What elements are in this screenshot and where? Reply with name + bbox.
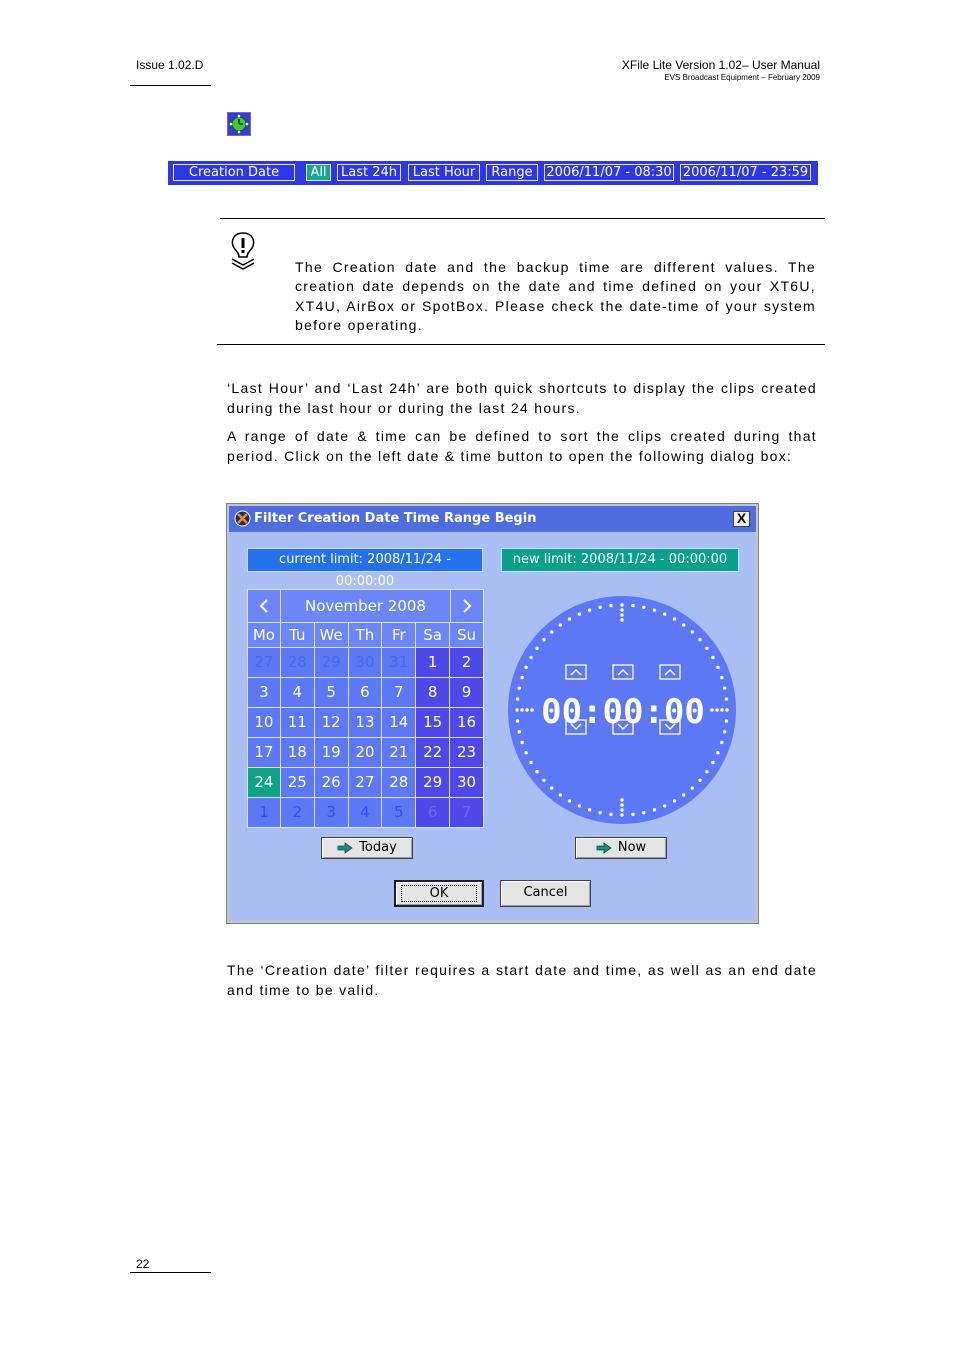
now-label: Now [617,840,647,855]
filter-last-hour-button[interactable]: Last Hour [408,164,480,181]
calendar-day[interactable]: 9 [450,678,484,708]
calendar-day[interactable]: 1 [247,798,281,828]
shortcut-paragraph: ‘Last Hour’ and ‘Last 24h’ are both quick shortcuts to display the clips created during the last hour or during the last 24 hours. [227,380,817,416]
minute-tick [682,623,685,626]
minute-tick [716,751,719,754]
calendar-day[interactable]: 28 [281,648,315,678]
calendar-day[interactable]: 13 [349,708,383,738]
range-start-button[interactable]: 2006/11/07 - 08:30 [544,164,674,181]
minute-tick [518,730,521,733]
calendar [247,589,484,830]
calendar-week-row [247,648,484,678]
quarter-tick [620,613,623,616]
calendar-grid [247,623,484,828]
minute-tick [653,608,656,611]
minute-tick [520,741,523,744]
minute-tick [568,799,571,802]
minute-tick [550,630,553,633]
minute-tick [725,708,728,711]
calendar-day[interactable]: 16 [450,708,484,738]
minute-tick [620,603,623,606]
calendar-header [247,589,484,623]
calendar-day[interactable]: 20 [349,738,383,768]
calendar-day[interactable]: 30 [450,768,484,798]
now-button[interactable] [575,837,667,859]
ok-button[interactable] [394,880,484,907]
minute-tick [515,708,518,711]
range-end-button[interactable]: 2006/11/07 - 23:59 [680,164,811,181]
minute-tick [588,608,591,611]
calendar-day[interactable]: 6 [416,798,450,828]
minute-tick [705,770,708,773]
note-icon [226,231,260,271]
minute-tick [673,617,676,620]
minute-tick [609,604,612,607]
minute-tick [723,730,726,733]
calendar-day[interactable]: 28 [382,768,416,798]
calendar-day[interactable]: 17 [247,738,281,768]
weekday-label: We [315,623,349,648]
calendar-day[interactable]: 25 [281,768,315,798]
weekday-label: Fr [382,623,416,648]
clock-filter-icon[interactable] [227,112,251,136]
calendar-week-row [247,708,484,738]
calendar-month-label: November 2008 [305,597,426,615]
calendar-day[interactable]: 8 [416,678,450,708]
quarter-tick [620,803,623,806]
minute-tick [698,779,701,782]
calendar-day[interactable]: 7 [450,798,484,828]
weekday-header-row [247,623,484,648]
minute-tick [725,719,728,722]
quarter-tick [720,708,723,711]
minute-tick [529,761,532,764]
filter-all-button[interactable]: All [306,164,331,181]
minute-tick [663,612,666,615]
minute-tick [631,813,634,816]
minute-tick [524,751,527,754]
calendar-day[interactable]: 22 [416,738,450,768]
issue-number: Issue 1.02.D [136,58,204,72]
calendar-day[interactable]: 3 [247,678,281,708]
creation-date-filter-bar [168,161,818,185]
calendar-day[interactable]: 29 [416,768,450,798]
minute-tick [550,786,553,789]
minute-tick [568,617,571,620]
clock-face [507,595,737,825]
quarter-tick [620,608,623,611]
today-label: Today [359,840,397,855]
calendar-day[interactable]: 24 [247,768,281,798]
minute-tick [663,804,666,807]
minute-tick [620,813,623,816]
minute-tick [673,799,676,802]
page-number: 22 [136,1257,150,1271]
calendar-day[interactable]: 21 [382,738,416,768]
right-arrow-icon [596,842,612,854]
filter-range-button[interactable]: Range [486,164,538,181]
minute-tick [642,606,645,609]
minute-tick [535,647,538,650]
calendar-day[interactable]: 12 [315,708,349,738]
footer-rule [130,1272,211,1273]
calendar-day[interactable]: 31 [382,648,416,678]
cancel-button[interactable]: Cancel [500,880,591,907]
close-button[interactable]: X [733,511,750,527]
weekday-label: Tu [281,623,315,648]
minute-tick [516,719,519,722]
minute-tick [535,770,538,773]
quarter-tick [525,708,528,711]
calendar-day[interactable]: 4 [281,678,315,708]
minute-tick [711,761,714,764]
quarter-tick [530,708,533,711]
note-bottom-rule [217,344,825,345]
minute-tick [524,666,527,669]
dialog-title-bar[interactable] [229,506,756,532]
calendar-week-row [247,678,484,708]
minute-tick [720,676,723,679]
minute-tick [578,804,581,807]
calendar-day[interactable]: 2 [450,648,484,678]
minute-tick [598,811,601,814]
quarter-tick [715,708,718,711]
calendar-day[interactable]: 23 [450,738,484,768]
filter-date-range-dialog [227,504,758,923]
note-text: The Creation date and the backup time are different values. The creation date depends on the date and time defined on your XT6U, XT4U, AirBox or SpotBox. Please check the date-time of your system before operating. [295,259,816,333]
current-limit-display: current limit: 2008/11/24 - 00:00:00 [247,548,483,572]
previous-month-button[interactable] [248,590,281,622]
right-arrow-icon [337,842,353,854]
calendar-day[interactable]: 5 [315,678,349,708]
note-top-rule [220,218,825,219]
minute-tick [723,686,726,689]
quarter-tick [620,618,623,621]
minute-tick [559,623,562,626]
calendar-week-row [247,798,484,828]
calendar-day[interactable]: 6 [349,678,383,708]
weekday-label: Sa [416,623,450,648]
quarter-tick [520,708,523,711]
calendar-day[interactable]: 4 [349,798,383,828]
minute-tick [705,647,708,650]
time-picker [507,595,737,825]
calendar-day[interactable]: 15 [416,708,450,738]
calendar-day[interactable]: 5 [382,798,416,828]
today-button[interactable] [321,837,413,859]
minute-tick [609,813,612,816]
calendar-day[interactable]: 26 [315,768,349,798]
quarter-tick [710,708,713,711]
header-rule [130,85,211,86]
weekday-label: Su [450,623,484,648]
quarter-tick [620,808,623,811]
calendar-week-row [247,768,484,798]
dialog-title: Filter Creation Date Time Range Begin [254,511,537,526]
calendar-day[interactable]: 27 [349,768,383,798]
calendar-day[interactable]: 7 [382,678,416,708]
minute-tick [578,612,581,615]
calendar-day[interactable]: 10 [247,708,281,738]
new-limit-display: new limit: 2008/11/24 - 00:00:00 [501,548,739,572]
minute-tick [653,808,656,811]
calendar-day[interactable]: 2 [281,798,315,828]
evs-logo-icon [234,510,251,527]
creation-date-label: Creation Date [173,164,295,181]
calendar-day[interactable]: 3 [315,798,349,828]
calendar-day[interactable]: 11 [281,708,315,738]
minute-tick [698,638,701,641]
minute-tick [711,656,714,659]
minute-tick [691,630,694,633]
minute-tick [691,786,694,789]
calendar-day[interactable]: 30 [349,648,383,678]
ok-label: OK [401,885,478,902]
calendar-day[interactable]: 1 [416,648,450,678]
minute-tick [588,808,591,811]
range-paragraph: A range of date & time can be defined to sort the clips created during that period. Click on the left date & time button to open the following dialog box: [227,428,817,464]
calendar-day[interactable]: 14 [382,708,416,738]
minute-tick [516,697,519,700]
next-month-button[interactable] [450,590,483,622]
clock-time-display: 00:00:00 [541,692,705,732]
minute-tick [542,779,545,782]
requirement-paragraph: The ‘Creation date’ filter requires a start date and time, as well as an end date and time to be valid. [227,962,817,998]
filter-last-24h-button[interactable]: Last 24h [337,164,401,181]
calendar-day[interactable]: 27 [247,648,281,678]
calendar-day[interactable]: 18 [281,738,315,768]
minute-tick [559,793,562,796]
minute-tick [518,686,521,689]
calendar-day[interactable]: 29 [315,648,349,678]
calendar-day[interactable]: 19 [315,738,349,768]
minute-tick [598,606,601,609]
weekday-label: Mo [247,623,281,648]
manual-subtitle: EVS Broadcast Equipment – February 2009 [664,73,820,82]
minute-tick [720,741,723,744]
minute-tick [642,811,645,814]
manual-title: XFile Lite Version 1.02– User Manual [621,58,820,72]
minute-tick [631,604,634,607]
calendar-week-row [247,738,484,768]
minute-tick [529,656,532,659]
minute-tick [682,793,685,796]
minute-tick [716,666,719,669]
minute-tick [725,697,728,700]
quarter-tick [620,798,623,801]
minute-tick [520,676,523,679]
minute-tick [542,638,545,641]
weekday-label: Th [349,623,383,648]
